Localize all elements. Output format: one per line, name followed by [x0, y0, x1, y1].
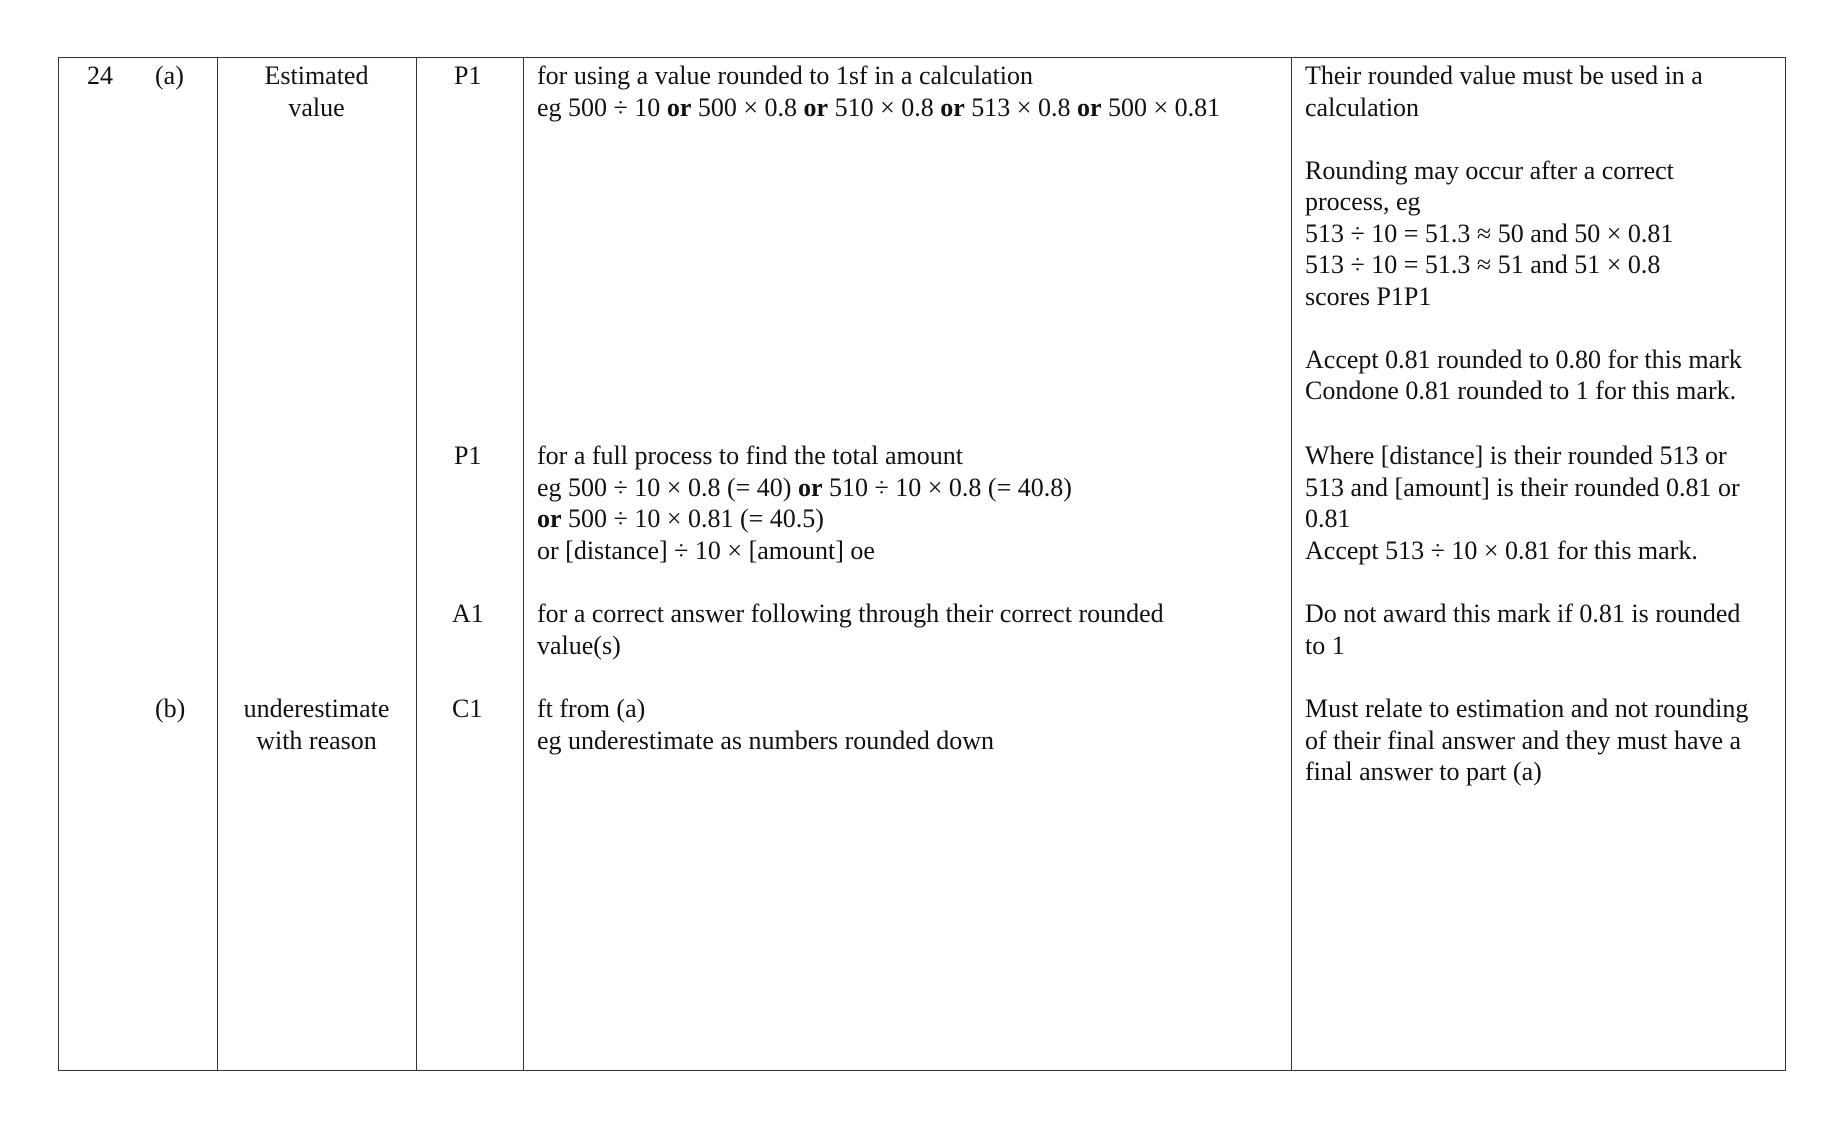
question-number: 24	[87, 61, 113, 90]
method-line: eg 500 ÷ 10 × 0.8 (= 40) or 510 ÷ 10 × 0.8 (= 40.8)	[537, 472, 1072, 502]
method-line: or 500 ÷ 10 × 0.81 (= 40.5)	[537, 504, 824, 533]
method-line: value(s)	[537, 630, 621, 660]
answer-line: value	[288, 92, 345, 122]
method-line: or [distance] ÷ 10 × [amount] oe	[537, 535, 875, 565]
column-divider	[217, 58, 218, 1070]
mark-code: C1	[452, 694, 483, 723]
part-b-answer	[217, 693, 416, 756]
mark-code: A1	[452, 599, 484, 628]
notes-line: 513 and [amount] is their rounded 0.81 or	[1305, 472, 1740, 502]
method-text	[537, 693, 994, 756]
notes-line: of their final answer and they must have a	[1305, 725, 1742, 755]
notes-line: Their rounded value must be used in a	[1305, 61, 1703, 90]
notes-line: to 1	[1305, 630, 1345, 660]
method-line: for a correct answer following through their correct rounded	[537, 599, 1164, 628]
notes-line: Accept 0.81 rounded to 0.80 for this mark	[1305, 344, 1742, 374]
answer-line: Estimated	[264, 61, 369, 90]
method-line: ft from (a)	[537, 694, 646, 723]
answer-line: underestimate	[243, 694, 390, 723]
mark-code: P1	[454, 441, 482, 470]
notes-line: 0.81	[1305, 504, 1351, 533]
notes-line: calculation	[1305, 92, 1420, 122]
mark-code: P1	[454, 61, 482, 90]
notes-line: process, eg	[1305, 187, 1421, 216]
part-b-label: (b)	[155, 694, 186, 723]
method-text	[537, 440, 1072, 566]
notes-line: Accept 513 ÷ 10 × 0.81 for this mark.	[1305, 535, 1698, 565]
method-text	[537, 598, 1164, 661]
notes-line: Do not award this mark if 0.81 is rounded	[1305, 599, 1741, 628]
part-a-label: (a)	[155, 61, 184, 90]
answer-line: with reason	[256, 725, 377, 755]
mark-scheme-table	[58, 57, 1786, 1071]
notes-line: final answer to part (a)	[1305, 757, 1542, 786]
column-divider	[523, 58, 524, 1070]
method-text	[537, 60, 1220, 123]
column-divider	[1291, 58, 1292, 1070]
notes-line: 513 ÷ 10 = 51.3 ≈ 51 and 51 × 0.8	[1305, 250, 1661, 279]
notes-line: scores P1P1	[1305, 281, 1432, 311]
notes-text	[1305, 440, 1740, 566]
notes-text	[1305, 598, 1740, 661]
method-line: eg underestimate as numbers rounded down	[537, 725, 995, 755]
notes-line	[1305, 123, 1742, 155]
notes-line	[1305, 312, 1742, 344]
notes-text	[1305, 693, 1748, 788]
notes-line: Where [distance] is their rounded 513 or	[1305, 441, 1727, 470]
notes-line: Must relate to estimation and not rounding	[1305, 694, 1749, 723]
method-line: for a full process to find the total amount	[537, 441, 964, 470]
column-divider	[416, 58, 417, 1070]
notes-line: Rounding may occur after a correct	[1305, 155, 1674, 185]
notes-text	[1305, 60, 1742, 407]
notes-line: Condone 0.81 rounded to 1 for this mark.	[1305, 376, 1737, 405]
method-line: eg 500 ÷ 10 or 500 × 0.8 or 510 × 0.8 or 513 × 0.8 or 500 × 0.81	[537, 92, 1221, 122]
notes-line: 513 ÷ 10 = 51.3 ≈ 50 and 50 × 0.81	[1305, 218, 1674, 248]
method-line: for using a value rounded to 1sf in a calculation	[537, 61, 1034, 90]
part-a-answer	[217, 60, 416, 123]
